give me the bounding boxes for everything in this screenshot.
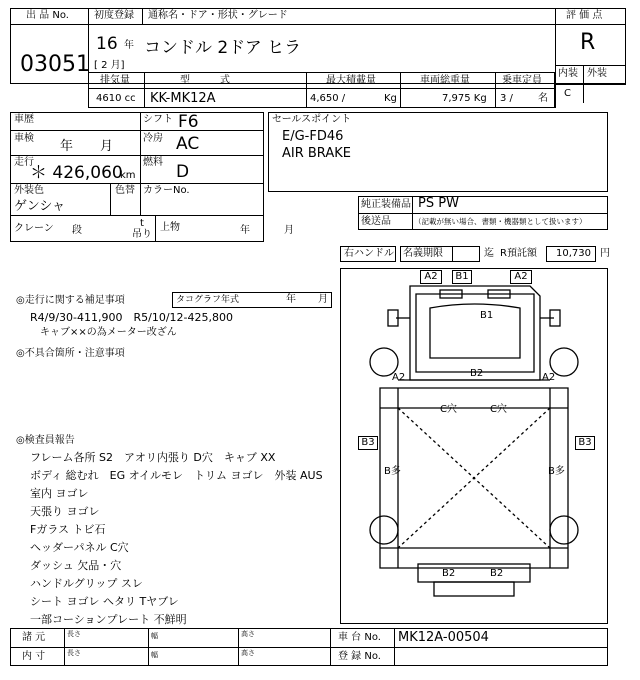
mark-b3-left: B3 [358, 436, 378, 450]
color-change-label: 色替 [115, 185, 135, 196]
color-no-label: カラーNo. [143, 185, 190, 196]
first-reg-label: 初度登録 [94, 10, 134, 21]
crane-ton: t [140, 218, 144, 229]
rhd-label: 右ハンドル [344, 248, 394, 259]
sales-point-line1: E/G-FD46 [282, 129, 344, 144]
truck-diagram [340, 268, 608, 624]
mark-a2-front-right: A2 [542, 372, 556, 383]
genuine-value: PS PW [418, 196, 459, 211]
mark-b1-cab: B1 [480, 310, 494, 321]
inspection-label: 車検 [14, 133, 34, 144]
chassis-value: MK12A-00504 [398, 630, 489, 645]
inspector-line-4: 天張り ヨゴレ [30, 505, 100, 518]
ext-color-value: ゲンシャ [14, 199, 66, 214]
inspector-line-1: フレーム各所 S2 アオリ内張り D穴 キャブ XX [30, 451, 276, 464]
inspection-year: 年 [60, 139, 74, 154]
ext-color-label: 外装色 [14, 185, 44, 196]
interior-score: C [564, 88, 571, 99]
capacity-label: 乗車定員 [502, 75, 542, 86]
max-load-unit: Kg [384, 93, 397, 104]
name-label: 通称名・ドア・形状・グレード [148, 10, 288, 21]
interior-label: 内装 [558, 68, 578, 79]
mileage-value: ＊ 426,060 [30, 163, 123, 183]
gross-weight-value: 7,975 Kg [442, 93, 487, 104]
tacho-label: タコグラフ年式 [176, 295, 240, 305]
length-label-2: 長さ [67, 649, 81, 657]
reg-month: [ 2 月] [94, 60, 125, 71]
max-load-label: 最大積載量 [326, 75, 376, 86]
mark-c-hole-left: C穴 [440, 404, 457, 415]
mark-c-hole-right: C穴 [490, 404, 507, 415]
inspector-line-5: Fガラス トビ石 [30, 523, 106, 536]
height-label-1: 高さ [241, 630, 255, 638]
mark-a2-left: A2 [420, 270, 442, 284]
mark-b2-rear-right: B2 [490, 568, 504, 579]
inspector-line-2: ボディ 総むれ EG オイルモレ トリム ヨゴレ 外装 AUS [30, 469, 323, 482]
car-name: コンドル 2ドア ヒラ [144, 38, 302, 58]
dims-label: 諸 元 [22, 632, 46, 643]
recycle-label: R預託額 [500, 248, 537, 259]
tacho-month: 月 [318, 294, 328, 305]
nominee-tail: 迄 [484, 248, 494, 259]
lot-label: 出 品 No. [26, 10, 69, 21]
supp-line-2: キャブ××の為メーター改ざん [40, 327, 177, 338]
ac-value: AC [176, 134, 200, 154]
tacho-year: 年 [286, 294, 296, 305]
inspector-line-10: 一部コーションプレート 不鮮明 [30, 613, 187, 626]
height-label-2: 高さ [241, 649, 255, 657]
mark-a2-right: A2 [510, 270, 532, 284]
ac-label: 冷房 [143, 133, 163, 144]
shift-value: F6 [178, 112, 199, 132]
model-label: 型 式 [180, 75, 230, 86]
supp-line-1: R4/9/30-411,900 R5/10/12-425,800 [30, 311, 234, 324]
score-value: R [580, 30, 596, 55]
length-label-1: 長さ [67, 630, 81, 638]
recycle-value: 10,730 [556, 248, 591, 259]
reg-year-unit: 年 [124, 40, 134, 51]
history-label: 車歴 [14, 114, 34, 125]
fuel-value: D [176, 162, 190, 182]
mark-b-many-right: B多 [548, 466, 565, 477]
width-label-1: 幅 [151, 632, 158, 640]
loading-month: 月 [284, 225, 294, 236]
mark-b1-top: B1 [452, 270, 472, 284]
mileage-unit: km [120, 170, 136, 181]
defect-title: ◎不具合箇所・注意事項 [16, 348, 125, 359]
reg-no-label: 登 録 No. [338, 651, 381, 662]
capacity-value: 3 / [500, 93, 513, 104]
inspector-line-6: ヘッダーパネル C穴 [30, 541, 129, 554]
exterior-label: 外装 [587, 68, 607, 79]
inspector-line-3: 室内 ヨゴレ [30, 487, 89, 500]
capacity-unit: 名 [538, 93, 548, 104]
nominee-label: 名義期限 [403, 248, 443, 259]
mark-b2-cab: B2 [470, 368, 484, 379]
max-load-value: 4,650 / [310, 93, 346, 104]
mark-b-many-left: B多 [384, 466, 401, 477]
reg-year: 16 [96, 34, 118, 54]
aftermarket-label: 後送品 [361, 216, 391, 227]
mark-b2-rear-left: B2 [442, 568, 456, 579]
mark-b3-right: B3 [575, 436, 595, 450]
chassis-label: 車 台 No. [338, 632, 381, 643]
model-value: KK-MK12A [150, 91, 216, 106]
displacement-value: 4610 cc [96, 93, 136, 104]
aftermarket-note: （記載が無い場合、書類・機器類として扱います） [414, 217, 587, 226]
recycle-unit: 円 [600, 248, 610, 259]
inspector-line-8: ハンドルグリップ スレ [30, 577, 143, 590]
inspection-month: 月 [100, 139, 114, 154]
inner-label: 内 寸 [22, 651, 46, 662]
gross-weight-label: 車両総重量 [420, 75, 470, 86]
crane-step: 段 [72, 225, 82, 236]
inspector-line-7: ダッシュ 欠品・穴 [30, 559, 122, 572]
sales-point-line2: AIR BRAKE [282, 146, 351, 161]
crane-hang: 吊り [132, 229, 152, 240]
loading-label: 上物 [160, 222, 180, 233]
supp-title: ◎走行に関する補足事項 [16, 295, 125, 306]
mileage-label: 走行 [14, 157, 34, 168]
loading-year: 年 [240, 225, 250, 236]
sales-point-label: セールスポイント [272, 114, 352, 125]
inspector-title: ◎検査員報告 [16, 435, 75, 446]
shift-label: シフト [143, 114, 173, 125]
displacement-label: 排気量 [100, 75, 130, 86]
fuel-label: 燃料 [143, 157, 163, 168]
score-label: 評 価 点 [566, 10, 603, 21]
inspector-line-9: シート ヨゴレ ヘタリ Tヤブレ [30, 595, 179, 608]
width-label-2: 幅 [151, 651, 158, 659]
lot-number: 03051 [20, 52, 90, 77]
mark-a2-front-left: A2 [392, 372, 406, 383]
genuine-label: 純正装備品 [361, 199, 411, 210]
crane-label: クレーン [14, 223, 54, 234]
